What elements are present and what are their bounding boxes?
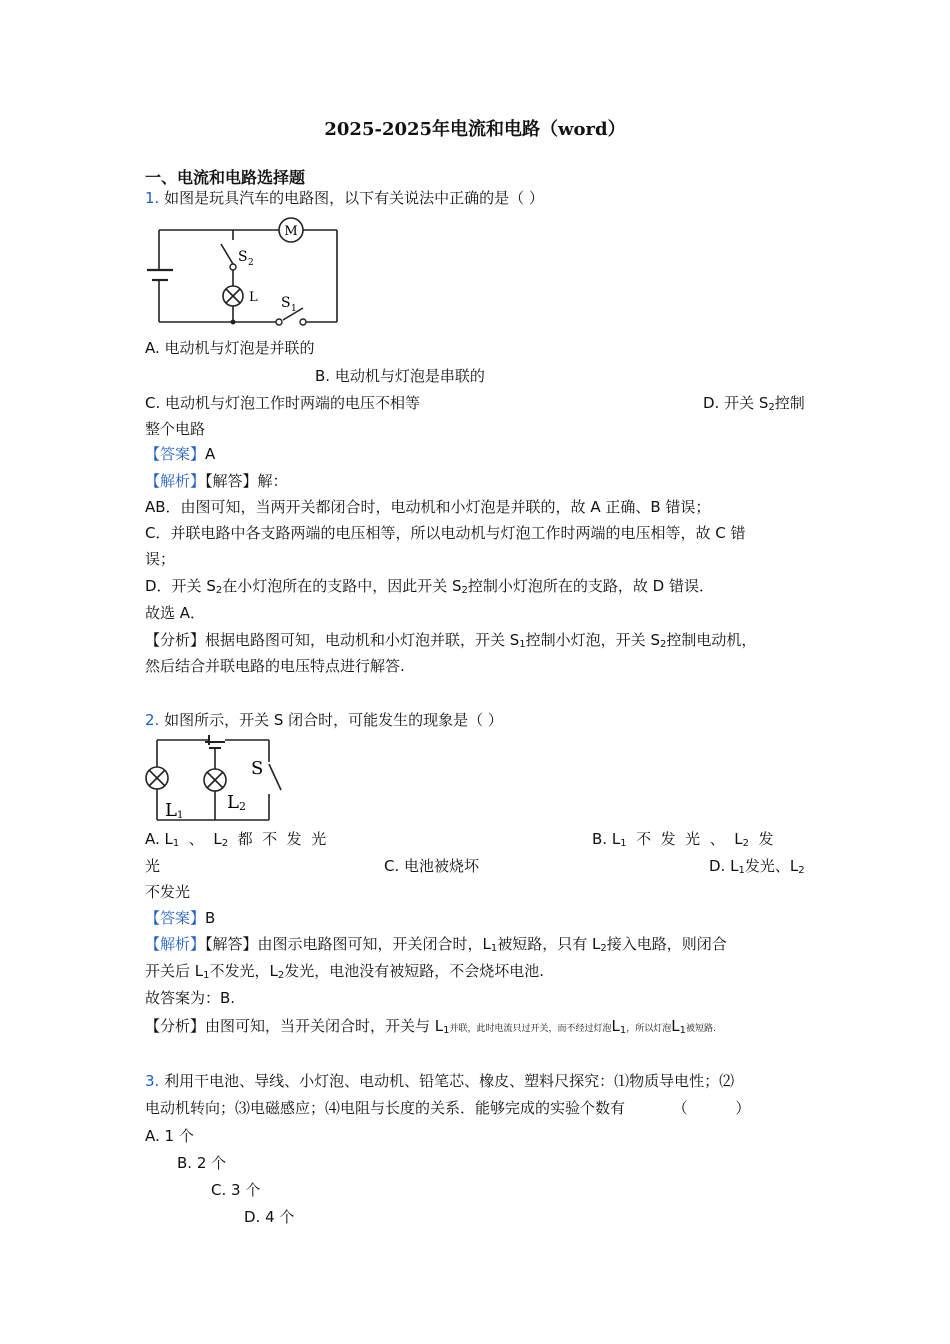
q2-fx-l2: L xyxy=(671,1017,680,1035)
q2-option-a xyxy=(145,829,326,854)
q2-circuit-figure xyxy=(145,734,285,826)
q1-option-d-cont: 整个电路 xyxy=(145,420,206,438)
q1-line-d-mid: 在小灯泡所在的支路中，因此开关 S xyxy=(222,577,462,595)
q2-fx-sub2: 1 xyxy=(619,1025,627,1036)
q1-line-ab: AB．由图可知，当两开关都闭合时，电动机和小灯泡是并联的，故 A 正确、B 错误； xyxy=(145,498,711,516)
q2-fx xyxy=(145,1016,716,1041)
q2-l2-sub2: 2 xyxy=(277,970,285,981)
q2-l1-post: 接入电路，则闭合 xyxy=(606,935,727,953)
q1-line-choose: 故选 A． xyxy=(145,604,206,622)
q2-fx-small2: ，所以灯泡 xyxy=(626,1024,672,1034)
q2-analysis-line1 xyxy=(145,934,727,959)
q1-line-c1: C．并联电路中各支路两端的电压相等，所以电动机与灯泡工作时两端的电压相等，故 C 错 xyxy=(145,524,746,542)
q2-option-d-cont: 不发光 xyxy=(145,883,191,901)
q1-analysis-head-text: 【解答】解： xyxy=(205,472,288,490)
q1-fx-mid: 控制小灯泡，开关 S xyxy=(525,631,660,649)
q1-line-fx xyxy=(145,630,756,655)
l2-sub: 2 xyxy=(239,800,246,813)
q1-circuit-figure xyxy=(145,214,345,330)
q1-fx-pre: 【分析】根据电路图可知，电动机和小灯泡并联，开关 S xyxy=(145,631,520,649)
q2-stem-line xyxy=(145,710,503,730)
q3-option-d: D. 4 个 xyxy=(244,1208,295,1226)
l1-sub: 1 xyxy=(177,810,184,821)
q2-option-d xyxy=(709,856,805,881)
q2-answer-tag: 【答案】 xyxy=(145,909,206,927)
q2-l1-sub1: 1 xyxy=(490,943,498,954)
q1-option-c: C. 电动机与灯泡工作时两端的电压不相等 xyxy=(145,394,421,412)
s2-label: S xyxy=(238,249,248,265)
q2-analysis-line2 xyxy=(145,961,544,986)
q3-option-c: C. 3 个 xyxy=(211,1181,261,1199)
q2-option-d-pre: D. L xyxy=(709,857,739,875)
q2-fx-small3: 被短路. xyxy=(686,1024,716,1034)
section-heading: 一、电流和电路选择题 xyxy=(145,168,306,187)
q2-option-b-post: 发 xyxy=(748,830,774,848)
q1-fx-post: 控制电动机， xyxy=(666,631,757,649)
q2-option-b xyxy=(592,829,774,854)
q2-analysis-tag: 【解析】 xyxy=(145,935,206,953)
q2-stem: 如图所示，开关 S 闭合时，可能发生的现象是（ ） xyxy=(164,711,503,729)
q2-option-a-sub1: 1 xyxy=(172,838,180,849)
q2-fx-sub1: 1 xyxy=(443,1025,450,1036)
q2-option-b-mid: 不 发 光 、 L xyxy=(626,830,743,848)
q2-option-b-sub2: 2 xyxy=(742,838,749,849)
q3-option-b: B. 2 个 xyxy=(177,1154,227,1172)
q2-l2-sub1: 1 xyxy=(203,970,210,981)
q1-number: 1. xyxy=(145,189,160,207)
q2-l2-pre: 开关后 L xyxy=(145,962,204,980)
q1-analysis-head xyxy=(145,471,288,491)
q1-analysis-tag: 【解析】 xyxy=(145,472,206,490)
q2-option-a-mid: 、 L xyxy=(179,830,222,848)
q2-option-b-cont: 光 xyxy=(145,857,161,875)
q2-fx-sub3: 1 xyxy=(679,1025,687,1036)
q2-l1-mid: 被短路，只有 L xyxy=(497,935,601,953)
q1-line-d-pre: D．开关 S xyxy=(145,577,216,595)
lamp-label: L xyxy=(249,290,258,305)
q2-option-a-sub2: 2 xyxy=(221,838,229,849)
q2-number: 2. xyxy=(145,711,160,729)
q2-choose: 故答案为：B. xyxy=(145,989,236,1007)
q2-l2-mid: 不发光，L xyxy=(209,962,278,980)
q2-option-c: C. 电池被烧坏 xyxy=(384,857,480,875)
q1-option-d xyxy=(703,393,805,418)
q1-option-a: A. 电动机与灯泡是并联的 xyxy=(145,339,315,357)
s2-sub: 2 xyxy=(248,258,254,268)
q3-option-a: A. 1 个 xyxy=(145,1127,194,1145)
q2-fx-small1: 并联，此时电流只过开关，而不经过灯泡 xyxy=(449,1024,612,1034)
q2-l1-sub2: 2 xyxy=(600,943,607,954)
q2-answer xyxy=(145,908,215,928)
q1-answer xyxy=(145,444,215,464)
s1-label: S xyxy=(281,295,291,311)
switch-s-label: S xyxy=(251,758,264,779)
q1-option-d-sub: 2 xyxy=(768,402,775,413)
q1-option-b: B. 电动机与灯泡是串联的 xyxy=(315,367,485,385)
q2-option-b-sub1: 1 xyxy=(620,838,627,849)
q1-answer-value: A xyxy=(205,445,216,463)
q3-number: 3. xyxy=(145,1072,160,1090)
q1-line-d-post: 控制小灯泡所在的支路，故 D 错误． xyxy=(467,577,714,595)
q2-option-b-pre: B. L xyxy=(592,830,621,848)
q2-option-a-post: 都 不 发 光 xyxy=(228,830,327,848)
q2-fx-l: L xyxy=(611,1017,620,1035)
q1-option-d-pre: D. 开关 S xyxy=(703,394,769,412)
q1-fx-sub1: 1 xyxy=(519,639,526,650)
q1-line-d-sub1: 2 xyxy=(215,585,223,596)
q3-stem-line1 xyxy=(145,1071,734,1091)
q1-answer-tag: 【答案】 xyxy=(145,445,206,463)
q2-l2-post: 发光，电池没有被短路，不会烧坏电池. xyxy=(284,962,545,980)
s1-sub: 1 xyxy=(291,304,297,314)
q1-stem-line xyxy=(145,188,544,208)
q3-stem1: 利用干电池、导线、小灯泡、电动机、铅笔芯、橡皮、塑料尺探究：⑴物质导电性；⑵ xyxy=(164,1072,735,1090)
l1-label: L xyxy=(165,800,177,821)
q1-option-d-post: 控制 xyxy=(774,394,805,412)
q1-line-d xyxy=(145,576,714,601)
motor-label: M xyxy=(284,224,298,239)
s2-contact xyxy=(230,264,236,270)
q1-line-fx2: 然后结合并联电路的电压特点进行解答. xyxy=(145,657,405,675)
q2-fx-pre: 【分析】由图可知，当开关闭合时，开关与 L xyxy=(145,1017,444,1035)
q1-fx-sub2: 2 xyxy=(659,639,667,650)
q1-line-c2: 误； xyxy=(145,550,176,568)
q2-option-d-sub1: 1 xyxy=(738,865,745,876)
q2-answer-value: B xyxy=(205,909,216,927)
q2-option-d-mid: 发光、L xyxy=(744,857,799,875)
q2-option-d-sub2: 2 xyxy=(798,865,805,876)
l2-label: L xyxy=(227,792,239,813)
q2-l1-pre: 【解答】由图示电路图可知，开关闭合时，L xyxy=(205,935,491,953)
q1-line-d-sub2: 2 xyxy=(461,585,468,596)
q2-option-a-pre: A. L xyxy=(145,830,173,848)
q3-stem-line2: 电动机转向；⑶电磁感应；⑷电阻与长度的关系．能够完成的实验个数有 （ ） xyxy=(145,1099,751,1117)
page-title: 2025-2025年电流和电路（word） xyxy=(324,119,626,140)
q1-stem: 如图是玩具汽车的电路图，以下有关说法中正确的是（ ） xyxy=(164,189,544,207)
